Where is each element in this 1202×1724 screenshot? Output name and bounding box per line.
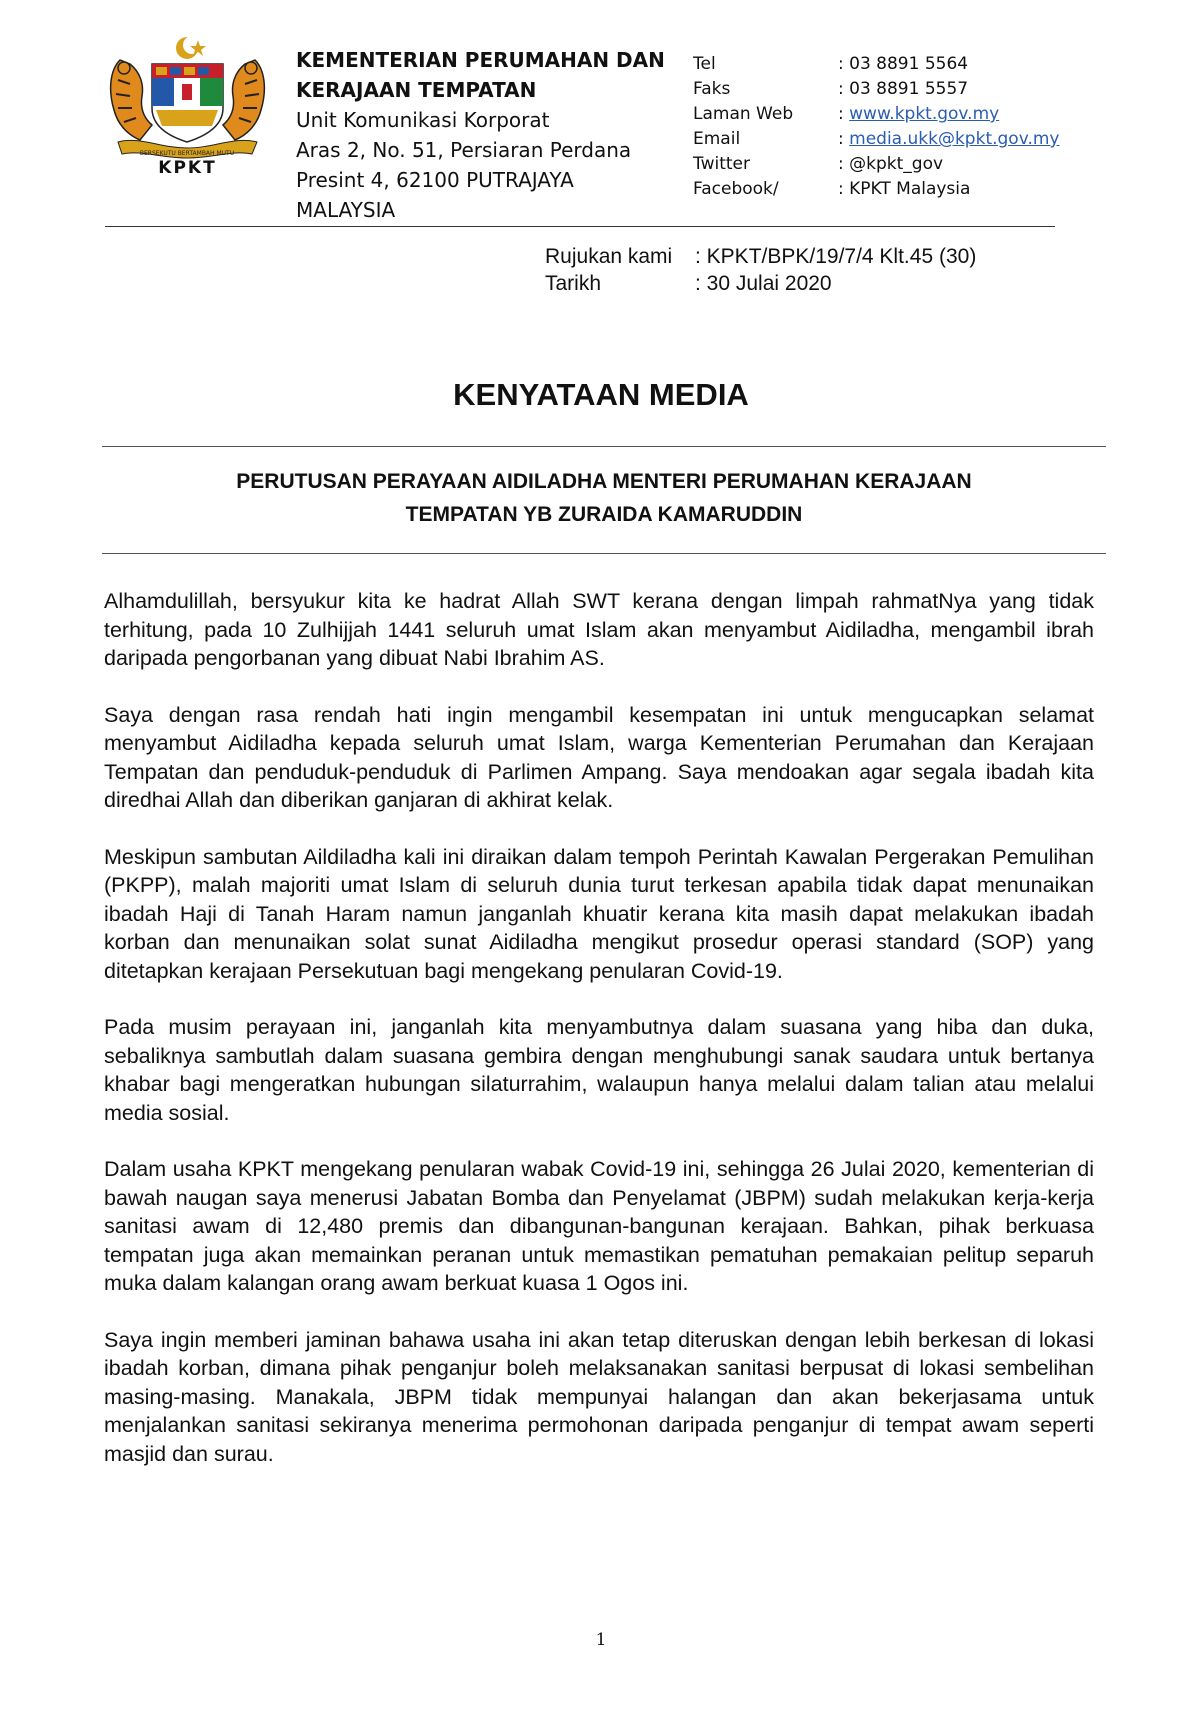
svg-text:BERSEKUTU BERTAMBAH MUTU: BERSEKUTU BERTAMBAH MUTU (139, 150, 235, 157)
page-number: 1 (595, 1630, 607, 1650)
contact-value (838, 127, 1113, 152)
reference-label: Rujukan kami (545, 245, 673, 268)
org-address-block (296, 45, 696, 225)
contact-row-fax (693, 77, 1113, 102)
logo-label: KPKT (158, 158, 217, 178)
date-row (545, 270, 976, 297)
contact-prefix: : (838, 129, 850, 149)
contact-value: : 03 8891 5564 (838, 54, 969, 74)
contact-row-website (693, 102, 1113, 127)
contact-label: Twitter (693, 154, 750, 174)
body-paragraph: Meskipun sambutan Aildiladha kali ini diraikan dalam tempoh Perintah Kawalan Pergerakan Pemulihan (PKPP), malah majoriti umat Islam di seluruh dunia turut terkesan apabila tidak dapat menunaikan ibadah Haji di Tanah Haram namun janganlah khuatir kerana kita masih dapat melakukan ibadah korban dan menunaikan solat sunat Aidiladha mengikut prosedur operasi standard (SOP) yang ditetapkan kerajaan Persekutuan bagi mengekang penularan Covid-19. (104, 844, 1094, 983)
org-name-line2: KERAJAAN TEMPATAN (296, 78, 537, 102)
contact-label: Email (693, 129, 741, 149)
address-line: MALAYSIA (296, 198, 396, 222)
contact-prefix: : (838, 104, 850, 124)
contact-block (693, 52, 1113, 202)
body-paragraph: Alhamdulillah, bersyukur kita ke hadrat Allah SWT kerana dengan limpah rahmatNya yang tidak terhitung, pada 10 Zulhijjah 1441 seluruh umat Islam akan menyambut Aidiladha, mengambil ibrah daripada pengorbanan yang dibuat Nabi Ibrahim AS. (104, 589, 1094, 670)
subtitle-line: PERUTUSAN PERAYAAN AIDILADHA MENTERI PERUMAHAN KERAJAAN (236, 470, 972, 493)
email-link[interactable]: media.ukk@kpkt.gov.my (849, 129, 1060, 149)
contact-value: : 03 8891 5557 (838, 79, 969, 99)
address-line: Aras 2, No. 51, Persiaran Perdana (296, 138, 632, 162)
kpkt-logo (100, 30, 275, 190)
document-title: KENYATAAN MEDIA (453, 377, 749, 412)
contact-row-facebook (693, 177, 1113, 202)
document-subtitle (102, 465, 1106, 531)
contact-label: Faks (693, 79, 731, 99)
contact-label: Laman Web (693, 104, 794, 124)
contact-value: : @kpkt_gov (838, 154, 944, 174)
address-line: Unit Komunikasi Korporat (296, 108, 550, 132)
address-line: Presint 4, 62100 PUTRAJAYA (296, 168, 574, 192)
contact-row-twitter (693, 152, 1113, 177)
header-divider (105, 226, 1055, 227)
body-paragraph: Pada musim perayaan ini, janganlah kita menyambutnya dalam suasana yang hiba dan duka, sebaliknya sambutlah dalam suasana gembira dengan menghubungi sanak saudara untuk bertanya khabar bagi mengeratkan hubungan silaturrahim, walaupun hanya melalui dalam talian atau melalui media sosial. (104, 1015, 1094, 1125)
coat-of-arms-icon (100, 30, 275, 170)
reference-block (545, 243, 976, 297)
body-paragraph: Dalam usaha KPKT mengekang penularan wabak Covid-19 ini, sehingga 26 Julai 2020, kementerian di bawah naugan saya menerusi Jabatan Bomba dan Penyelamat (JBPM) sudah melakukan kerja-kerja sanitasi awam di 12,480 premis dan dibangunan-bangunan kerajaan. Bahkan, pihak berkuasa tempatan juga akan memainkan peranan untuk memastikan pematuhan pemakaian pelitup separuh muka dalam kalangan orang awam berkuat kuasa 1 Ogos ini. (104, 1157, 1094, 1295)
document-body (104, 587, 1094, 1496)
contact-label: Facebook/ (693, 179, 779, 199)
contact-value: : KPKT Malaysia (838, 179, 971, 199)
contact-row-tel (693, 52, 1113, 77)
title-divider-bottom (102, 553, 1106, 554)
reference-value: : KPKT/BPK/19/7/4 Klt.45 (30) (695, 245, 977, 268)
body-paragraph: Saya dengan rasa rendah hati ingin mengambil kesempatan ini untuk mengucapkan selamat menyambut Aidiladha kepada seluruh umat Islam, warga Kementerian Perumahan dan Kerajaan Tempatan dan penduduk-penduduk di Parlimen Ampang. Saya mendoakan agar segala ibadah kita diredhai Allah dan diberikan ganjaran di akhirat kelak. (104, 702, 1094, 812)
contact-value (838, 102, 1113, 127)
contact-label: Tel (693, 54, 716, 74)
org-name-line1: KEMENTERIAN PERUMAHAN DAN (296, 48, 665, 72)
contact-row-email (693, 127, 1113, 152)
subtitle-line: TEMPATAN YB ZURAIDA KAMARUDDIN (405, 503, 803, 526)
website-link[interactable]: www.kpkt.gov.my (849, 104, 1000, 124)
title-divider-top (102, 446, 1106, 447)
reference-row (545, 243, 976, 270)
date-value: : 30 Julai 2020 (695, 272, 832, 295)
date-label: Tarikh (545, 272, 602, 295)
body-paragraph: Saya ingin memberi jaminan bahawa usaha ini akan tetap diteruskan dengan lebih berkesan di lokasi ibadah korban, dimana pihak penganjur boleh melaksanakan sanitasi berpusat di lokasi sembelihan masing-masing. Manakala, JBPM tidak mempunyai halangan dan akan bekerjasama untuk menjalankan sanitasi sekiranya menerima permohonan daripada penganjur di tempat awam seperti masjid dan surau. (104, 1327, 1094, 1466)
